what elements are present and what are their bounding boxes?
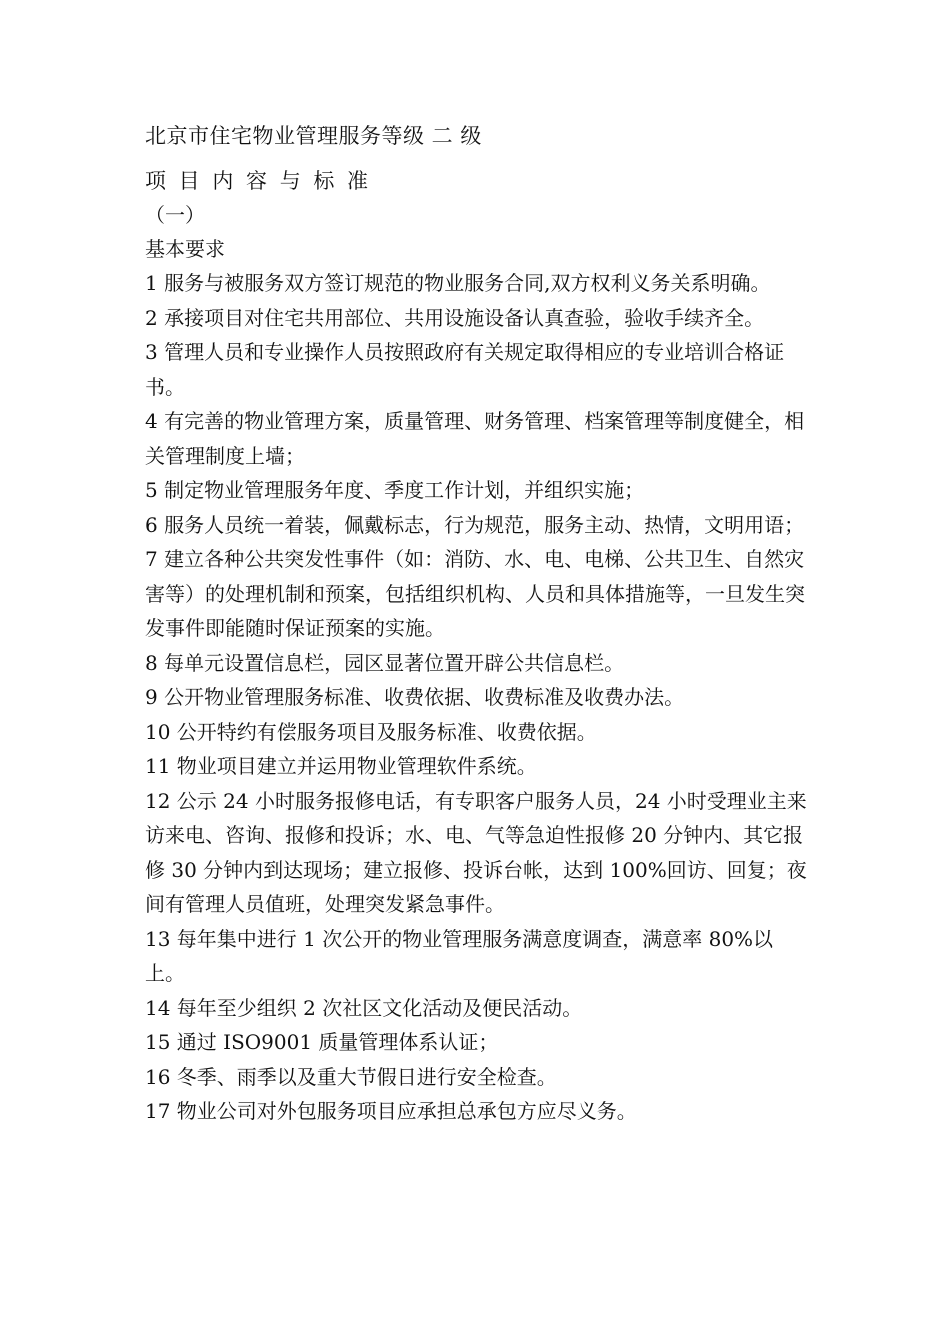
list-item: 17 物业公司对外包服务项目应承担总承包方应尽义务。	[145, 1099, 637, 1123]
list-item: 3 管理人员和专业操作人员按照政府有关规定取得相应的专业培训合格证书。	[145, 340, 785, 399]
list-item: 9 公开物业管理服务标准、收费依据、收费标准及收费办法。	[145, 685, 685, 709]
list-item: 4 有完善的物业管理方案，质量管理、财务管理、档案管理等制度健全，相关管理制度上墙；	[145, 409, 805, 468]
list-item: 5 制定物业管理服务年度、季度工作计划，并组织实施；	[145, 478, 645, 502]
list-item: 11 物业项目建立并运用物业管理软件系统。	[145, 754, 537, 778]
list-item: 2 承接项目对住宅共用部位、共用设施设备认真查验，验收手续齐全。	[145, 305, 765, 330]
list-item: 13 每年集中进行 1 次公开的物业管理服务满意度调查，满意率 80%以上。	[145, 926, 774, 985]
list-item: 14 每年至少组织 2 次社区文化活动及便民活动。	[145, 995, 583, 1020]
list-item: 7 建立各种公共突发性事件（如：消防、水、电、电梯、公共卫生、自然灾害等）的处理机制和预案，包括组织机构、人员和具体措施等，一旦发生突发事件即能随时保证预案的实施。	[145, 547, 805, 640]
document-title: 北京市住宅物业管理服务等级 二 级	[145, 124, 482, 148]
list-item: 10 公开特约有偿服务项目及服务标准、收费依据。	[145, 719, 597, 744]
list-item: 12 公示 24 小时服务报修电话，有专职客户服务人员，24 小时受理业主来访来电、咨询、报修和投诉；水、电、气等急迫性报修 20 分钟内、其它报修 30 分钟内到达现场；建立报修、投诉台帐，达到 100%回访、回复；夜间有管理人员值班，处理突发紧急事件。	[145, 788, 807, 916]
list-item: 1 服务与被服务双方签订规范的物业服务合同,双方权利义务关系明确。	[145, 271, 771, 295]
list-item: 6 服务人员统一着装，佩戴标志，行为规范，服务主动、热情，文明用语；	[145, 512, 805, 537]
document-body	[145, 118, 810, 1129]
subsection-title: 基本要求	[145, 237, 225, 261]
list-item: 15 通过 ISO9001 质量管理体系认证；	[145, 1030, 499, 1054]
list-item: 8 每单元设置信息栏，园区显著位置开辟公共信息栏。	[145, 650, 625, 675]
section-heading: 项 目 内 容 与 标 准	[145, 169, 372, 193]
list-item: 16 冬季、雨季以及重大节假日进行安全检查。	[145, 1064, 557, 1089]
section-number: （一）	[145, 203, 205, 227]
